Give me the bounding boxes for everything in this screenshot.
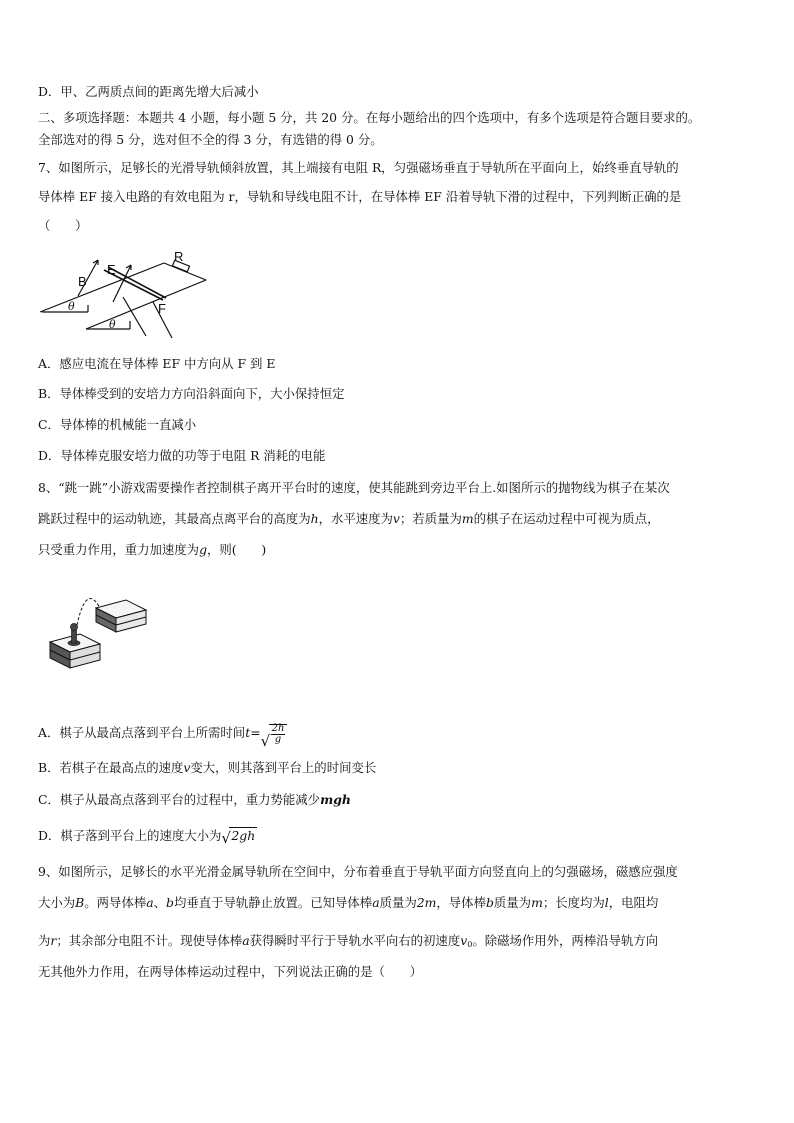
q7-option-d: D．导体棒克服安培力做的功等于电阻 R 消耗的电能 (38, 448, 326, 463)
q9-stem-line2: 大小为B。两导体棒a、b均垂直于导轨静止放置。已知导体棒a质量为2m，导体棒b质量为m；长度均为l，电阻均 (38, 895, 659, 910)
label-r: R (174, 249, 184, 264)
q8-stem-line3: 只受重力作用，重力加速度为g，则( ) (38, 542, 267, 557)
q8-stem-line1: 8、“跳一跳”小游戏需要操作者控制棋子离开平台时的速度，使其能跳到旁边平台上.如图所示的抛物线为棋子在某次 (38, 480, 670, 495)
sqrt-2h-over-g: √ $\frac{2h}{g}$ (261, 718, 288, 748)
q8-option-a: A．棋子从最高点落到平台上所需时间t= √ $\frac{2h}{g}$ (38, 718, 758, 748)
q6-option-d: D．甲、乙两质点间的距离先增大后减小 (38, 84, 259, 99)
section2-instructions-line2: 全部选对的得 5 分，选对但不全的得 3 分，有选错的得 0 分。 (38, 132, 383, 147)
q8-option-c: C．棋子从最高点落到平台的过程中，重力势能减少mgh (38, 792, 351, 807)
label-e: E (107, 262, 116, 277)
label-f: F (158, 301, 166, 316)
q7-stem-line2: 导体棒 EF 接入电路的有效电阻为 r，导轨和导线电阻不计，在导体棒 EF 沿着导轨下滑的过程中，下列判断正确的是 (38, 189, 682, 204)
q7-option-a: A．感应电流在导体棒 EF 中方向从 F 到 E (38, 356, 276, 371)
q8-stem-line2: 跳跃过程中的运动轨迹，其最高点离平台的高度为h，水平速度为v；若质量为m的棋子在运动过程中可视为质点， (38, 511, 660, 526)
q8-option-d: D．棋子落到平台上的速度大小为 √ 2gh (38, 828, 256, 847)
q9-stem-line4: 无其他外力作用，在两导体棒运动过程中，下列说法正确的是（ ） (38, 964, 423, 979)
q8-option-b: B．若棋子在最高点的速度v变大，则其落到平台上的时间变长 (38, 760, 377, 775)
q7-option-b: B．导体棒受到的安培力方向沿斜面向下，大小保持恒定 (38, 386, 345, 401)
q7-stem-line3: （ ） (38, 218, 88, 233)
label-theta-2: θ (109, 318, 116, 331)
section2-instructions-line1: 二、多项选择题：本题共 4 小题，每小题 5 分，共 20 分。在每小题给出的四个选项中，有多个选项是符合题目要求的。 (38, 110, 701, 125)
label-b: B (78, 274, 87, 289)
q9-stem-line3: 为r；其余部分电阻不计。现使导体棒a获得瞬时平行于导轨水平向右的初速度$v_0$。除磁场作用外，两棒沿导轨方向 (38, 933, 659, 949)
q7-inclined-rails-figure (38, 243, 218, 343)
label-theta-1: θ (68, 300, 75, 313)
sqrt-2gh: √ 2gh (221, 828, 256, 847)
q7-option-c: C．导体棒的机械能一直减小 (38, 417, 197, 432)
q9-stem-line1: 9、如图所示，足够长的水平光滑金属导轨所在空间中，分布着垂直于导轨平面方向竖直向上的匀强磁场，磁感应强度 (38, 864, 678, 879)
q8-jump-game-figure (46, 584, 156, 674)
q7-stem-line1: 7、如图所示，足够长的光滑导轨倾斜放置，其上端接有电阻 R，匀强磁场垂直于导轨所在平面向上，始终垂直导轨的 (38, 160, 679, 175)
